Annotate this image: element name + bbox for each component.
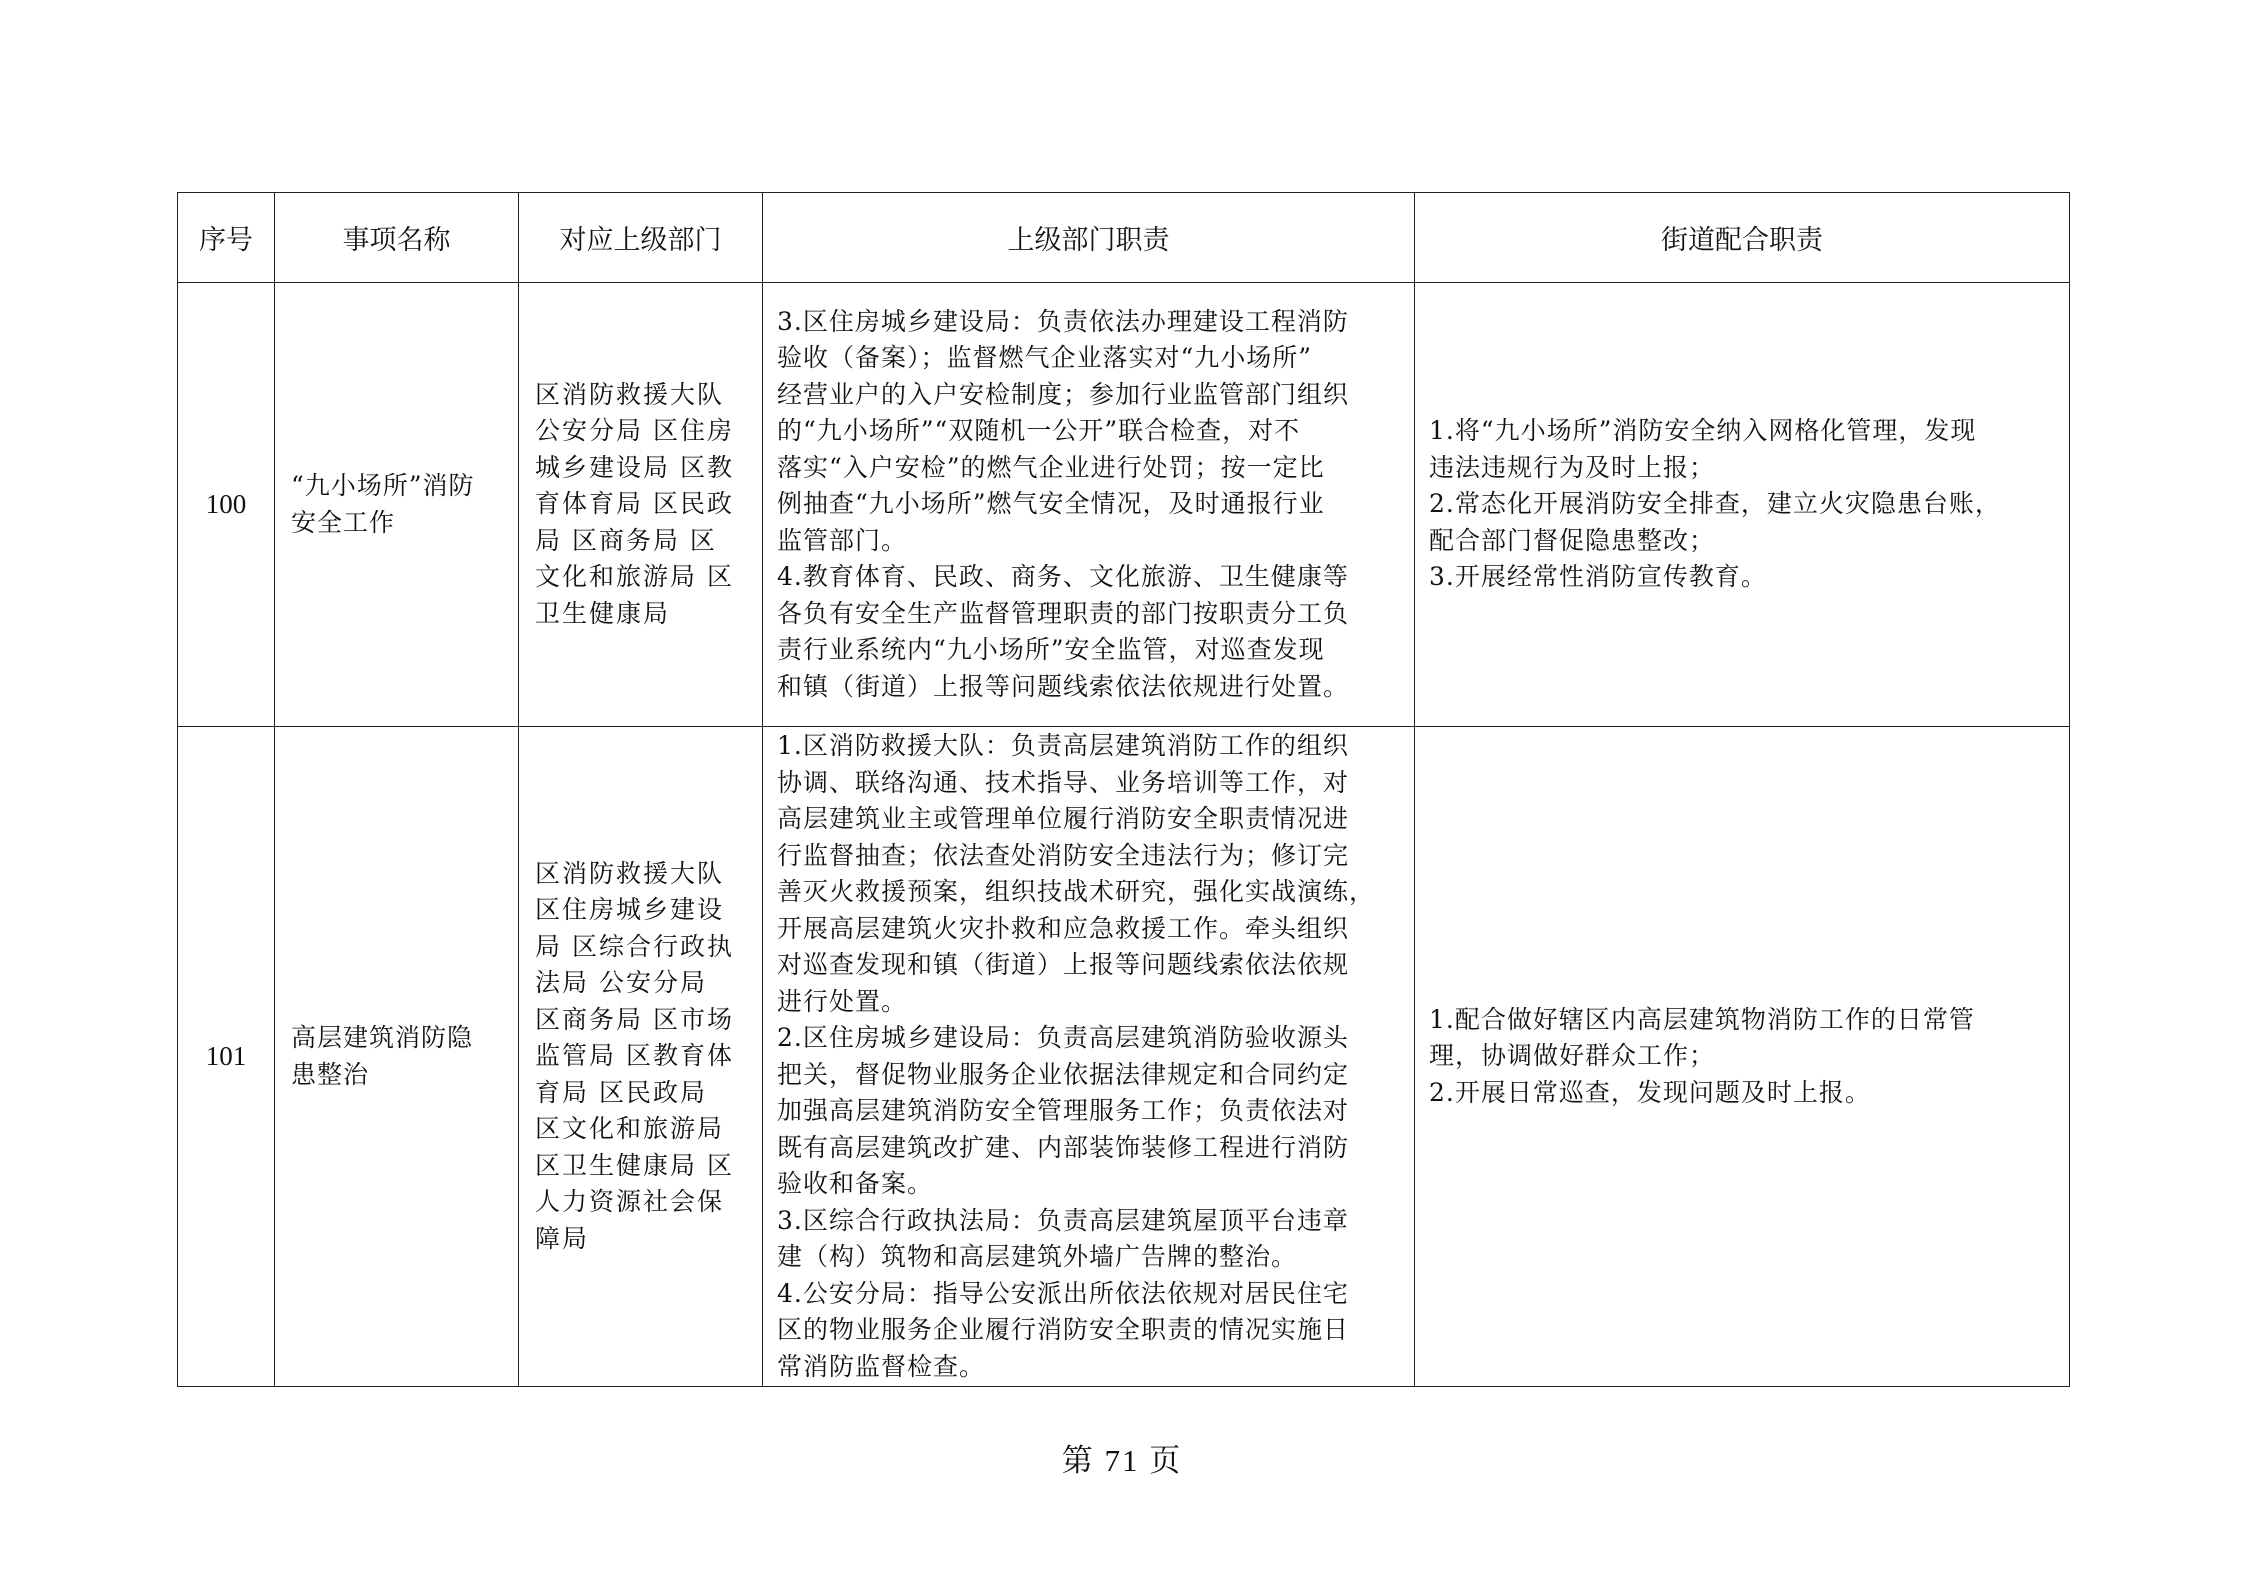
text-line: 3.开展经常性消防宣传教育。 — [1429, 562, 1767, 592]
text-line: 监管部门。 — [777, 525, 908, 555]
text-line: 例抽查“九小场所”燃气安全情况，及时通报行业 — [777, 489, 1325, 519]
text-line: 育局 区民政局 — [535, 1077, 707, 1107]
text-line: 经营业户的入户安检制度；参加行业监管部门组织 — [777, 379, 1350, 409]
text-line: 的“九小场所”“双随机一公开”联合检查，对不 — [777, 416, 1301, 446]
cell-upper-duty — [763, 727, 1415, 1387]
table-row — [178, 283, 2070, 727]
responsibility-table — [177, 192, 2070, 1387]
text-line: 各负有安全生产监督管理职责的部门按职责分工负 — [777, 598, 1350, 628]
text-line: 区商务局 区市场 — [535, 1004, 734, 1034]
header-street-duty: 街道配合职责 — [1415, 193, 2070, 283]
text-line: 4.教育体育、民政、商务、文化旅游、卫生健康等 — [777, 562, 1349, 592]
text-line: 进行处置。 — [777, 986, 908, 1016]
cell-item-name — [275, 727, 519, 1387]
text-line: 常消防监督检查。 — [777, 1351, 986, 1381]
text-line: 高层建筑业主或管理单位履行消防安全职责情况进 — [777, 804, 1350, 833]
text-line: 1.区消防救援大队：负责高层建筑消防工作的组织 — [777, 731, 1349, 760]
text-line: 3.区住房城乡建设局：负责依法办理建设工程消防 — [777, 306, 1349, 336]
text-line: 善灭火救援预案，组织技战术研究，强化实战演练， — [777, 877, 1376, 906]
text-line: 人力资源社会保 — [535, 1187, 725, 1217]
text-line: 育体育局 区民政 — [535, 489, 734, 519]
text-line: 既有高层建筑改扩建、内部装饰装修工程进行消防 — [777, 1132, 1350, 1162]
header-upper-duty: 上级部门职责 — [763, 193, 1415, 283]
text-line: 局 区综合行政执 — [535, 931, 734, 961]
text-line: 验收（备案）；监督燃气企业落实对“九小场所” — [777, 343, 1313, 373]
text-line: 法局 公安分局 — [535, 968, 707, 998]
text-line: 落实“入户安检”的燃气企业进行处罚；按一定比 — [777, 452, 1325, 482]
text-line: 区卫生健康局 区 — [535, 1150, 734, 1180]
text-line: 验收和备案。 — [777, 1169, 934, 1198]
text-line: 和镇（街道）上报等问题线索依法依规进行处置。 — [777, 671, 1350, 701]
text-line: 安全工作 — [291, 507, 396, 537]
text-line: 2.区住房城乡建设局：负责高层建筑消防验收源头 — [777, 1023, 1349, 1052]
text-line: 2.常态化开展消防安全排查，建立火灾隐患台账， — [1429, 489, 2001, 519]
cell-upper-dept — [519, 283, 763, 727]
text-line: 对巡查发现和镇（街道）上报等问题线索依法依规 — [777, 950, 1350, 979]
header-seq: 序号 — [178, 193, 275, 283]
text-line: 1.配合做好辖区内高层建筑物消防工作的日常管 — [1429, 1004, 1975, 1034]
text-line: 开展高层建筑火灾扑救和应急救援工作。牵头组织 — [777, 913, 1350, 943]
page-number: 第 71 页 — [1061, 1443, 1183, 1478]
text-line: 高层建筑消防隐 — [291, 1023, 474, 1052]
cell-seq: 100 — [178, 283, 275, 727]
header-item-name: 事项名称 — [275, 193, 519, 283]
text-line: 障局 — [535, 1223, 590, 1253]
text-line: 责行业系统内“九小场所”安全监管，对巡查发现 — [777, 635, 1325, 665]
cell-street-duty — [1415, 283, 2070, 727]
text-line: 违法违规行为及时上报； — [1429, 452, 1716, 482]
text-line: 协调、联络沟通、技术指导、业务培训等工作，对 — [777, 767, 1350, 797]
text-line: 把关，督促物业服务企业依据法律规定和合同约定 — [777, 1059, 1350, 1089]
text-line: 加强高层建筑消防安全管理服务工作；负责依法对 — [777, 1096, 1350, 1125]
header-upper-dept: 对应上级部门 — [519, 193, 763, 283]
table-row — [178, 727, 2070, 1387]
text-line: 卫生健康局 — [535, 598, 671, 628]
text-line: 公安分局 区住房 — [535, 416, 734, 446]
table-header-row — [178, 193, 2070, 283]
cell-upper-duty — [763, 283, 1415, 727]
text-line: 区住房城乡建设 — [535, 895, 725, 925]
text-line: 4.公安分局：指导公安派出所依法依规对居民住宅 — [777, 1278, 1349, 1308]
text-line: 区消防救援大队 — [535, 858, 725, 888]
text-line: 1.将“九小场所”消防安全纳入网格化管理，发现 — [1429, 416, 1977, 446]
text-line: 监管局 区教育体 — [535, 1041, 734, 1071]
text-line: 局 区商务局 区 — [535, 525, 717, 555]
cell-street-duty — [1415, 727, 2070, 1387]
text-line: 区文化和旅游局 — [535, 1114, 725, 1144]
text-line: 行监督抽查；依法查处消防安全违法行为；修订完 — [777, 840, 1350, 870]
text-line: 城乡建设局 区教 — [535, 452, 734, 482]
text-line: 区的物业服务企业履行消防安全职责的情况实施日 — [777, 1315, 1350, 1344]
text-line: “九小场所”消防 — [291, 471, 475, 500]
cell-upper-dept — [519, 727, 763, 1387]
text-line: 患整治 — [291, 1059, 370, 1089]
text-line: 2.开展日常巡查，发现问题及时上报。 — [1429, 1077, 1871, 1107]
text-line: 文化和旅游局 区 — [535, 562, 734, 592]
text-line: 建（构）筑物和高层建筑外墙广告牌的整治。 — [777, 1242, 1298, 1271]
text-line: 区消防救援大队 — [535, 379, 725, 409]
cell-item-name — [275, 283, 519, 727]
text-line: 配合部门督促隐患整改； — [1429, 525, 1716, 555]
text-line: 理，协调做好群众工作； — [1429, 1041, 1716, 1071]
cell-seq: 101 — [178, 727, 275, 1387]
text-line: 3.区综合行政执法局：负责高层建筑屋顶平台违章 — [777, 1205, 1349, 1235]
